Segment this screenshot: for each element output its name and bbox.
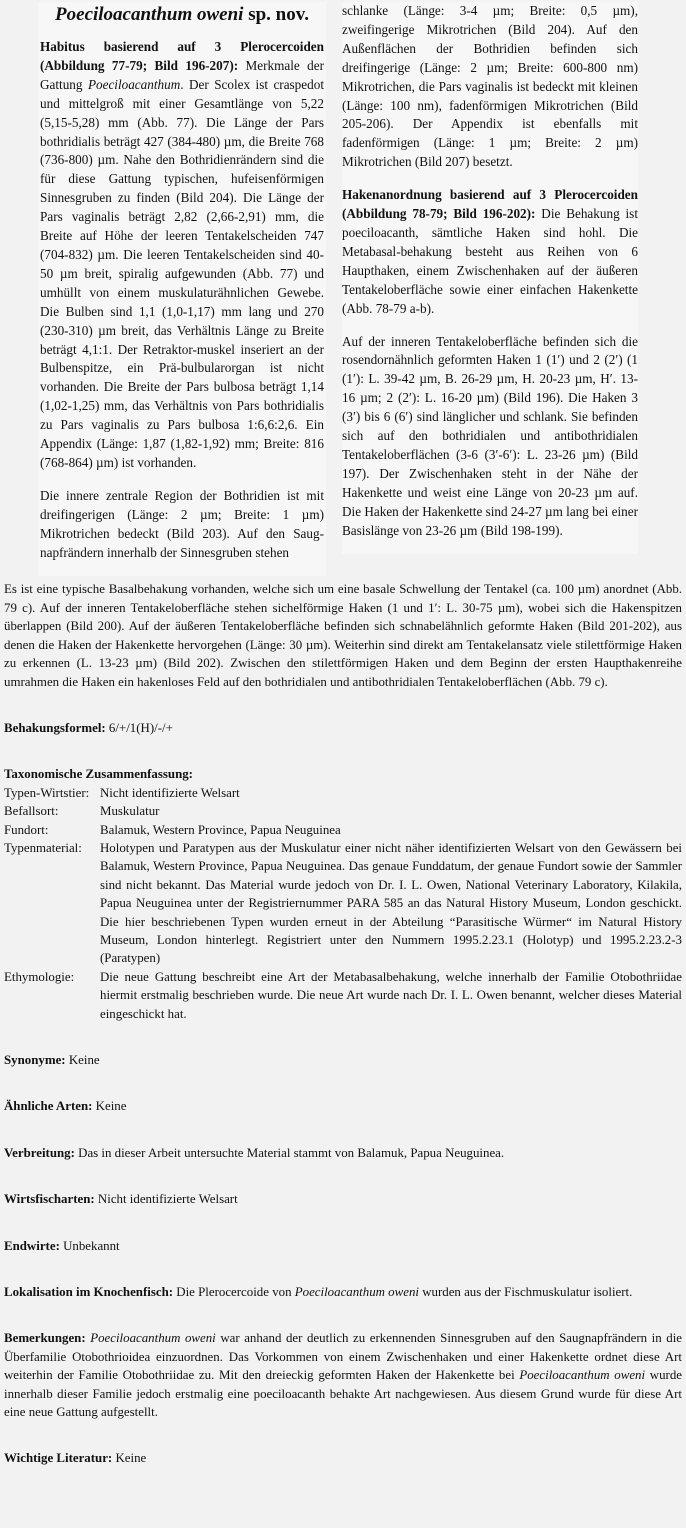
species-title xyxy=(40,2,324,28)
armature-formula xyxy=(4,719,682,737)
species-name: Poeciloacanthum oweni xyxy=(55,4,244,25)
label: Fundort: xyxy=(4,822,49,837)
remarks xyxy=(4,1329,682,1421)
basal-armature-paragraph: Es ist eine typische Basalbehakung vorhanden, welche sich um eine basale Schwellung der Tentakel (ca. 100 µm) anordnet (Abb. 79 c). Auf der inneren Tentakeloberfläche stehen sichelförmige Haken (1 und 1′: L. 30-75 µm), wobei sich die Hakenspitzen überlappen (Bild 200). Auf der äußeren Tentakeloberfläche befinden sich schnabelähnlich geformte Haken (Bild 201-202), aus denen die Haken der Hakenkette hervorgehen (Länge: 30 µm). Weiterhin sind direkt am Tentakelansatz viele stilettförmige Haken zu erkennen (L. 13-23 µm) (Bild 202). Zwischen den stilettförmigen Haken und dem Beginn der ersten Haupthakenreihe umrahmen die Haken ein hakenloses Feld auf den bothridialen und antibothridialen Tentakeloberflächen (Abb. 79 c). xyxy=(4,582,682,689)
species-name: Poeciloacanthum oweni xyxy=(519,1368,646,1383)
label: Synonyme: xyxy=(4,1053,66,1067)
value: Keine xyxy=(65,1053,100,1067)
label: Lokalisation im Knochenfisch: xyxy=(4,1285,174,1300)
habitus-paragraph xyxy=(40,38,324,473)
label: Typen-Wirtstier: xyxy=(4,785,90,800)
text: wurde innerhalb dieser Familie jedoch erstmalig eine poeciloacanth behakte Art nachgewiesen. Aus diesem Grund wurde für diese Art eine neue Gattung aufgestellt. xyxy=(4,1368,682,1420)
hook-arrangement-heading: Hakenanordnung basierend auf 3 Plerocercoiden (Abbildung 78-79; Bild 196-202): xyxy=(342,187,638,222)
species-name: Poeciloacanthum oweni xyxy=(294,1285,419,1300)
label: Ähnliche Arten: xyxy=(4,1099,93,1114)
literature xyxy=(4,1449,682,1467)
value: Muskulatur xyxy=(100,804,160,819)
label: Befallsort: xyxy=(4,804,59,819)
microtriches-paragraph: schlanke (Länge: 3-4 µm; Breite: 0,5 µm), zweifingerige Mikrotrichen (Bild 204). Auf den Außenflächen der Bothridien befinden sich dreifingerige (Länge: 2 µm; Breite: 600-800 nm) Mikrotrichen, die Pars vaginalis ist bedeckt mit kleinen (Länge: 100 nm), fadenförmigen Mikrotrichen (Bild 205-206). Der Appendix ist ebenfalls mit fadenförmigen (Länge: 1 µm; Breite: 2 µm) Mikrotrichen (Bild 207) besetzt. xyxy=(342,3,638,170)
label: Bemerkungen: xyxy=(4,1331,86,1346)
value: Unbekannt xyxy=(59,1238,120,1253)
label: Wirtsfischarten: xyxy=(4,1192,95,1207)
final-hosts xyxy=(4,1237,682,1255)
host-fish xyxy=(4,1190,682,1208)
taxonomy-heading: Taxonomische Zusammenfassung: xyxy=(4,767,193,782)
species-suffix: sp. nov. xyxy=(248,4,309,25)
text: wurden aus der Fischmuskulatur isoliert. xyxy=(418,1285,633,1300)
distribution xyxy=(4,1144,682,1162)
text: . Der Scolex ist craspedot und mittelgroß mit einer Gesamtlänge von 5,22 (5,15-5,28) mm (Abb. 77). Die Länge der Pars bothridialis beträgt 427 (384-480) µm, die Breite 768 (736-800) µm. Nahe den Bothridienrändern sind die für diese Gattung typischen, hufeisenförmigen Sinnesgruben zu finden (Bild 204). Die Länge der Pars vaginalis beträgt 2,82 (2,66-2,91) mm, die Breite auf Höhe der leeren Tentakelscheiden 747 (704-832) µm. Die leeren Tentakelscheiden sind 40-50 µm breit, spiralig aufgewunden (Abb. 77) und umhüllt von einem muskulaturähnlichen Gewebe. Die Bulben sind 1,1 (1,0-1,17) mm lang und 270 (230-310) µm breit, das Verhältnis Länge zu Breite beträgt 4,1:1. Der Retraktor-muskel inseriert an der Bulbenspitze, ein Prä-bulbularorgan ist nicht vorhanden. Die Breite der Pars bulbosa beträgt 1,14 (1,02-1,25) mm, das Verhältnis von Pars bothridialis zu Pars vaginalis zu Pars bulbosa 1:6,6:2,6. Ein Appendix (Länge: 1,87 (1,82-1,92) mm; Breite: 816 (768-864) µm) ist vorhanden. xyxy=(40,76,324,470)
right-column xyxy=(342,2,638,554)
label: Behakungsformel: xyxy=(4,720,106,735)
inner-surface-paragraph: Auf der inneren Tentakeloberfläche befinden sich die rosendornähnlich geformten Haken 1 (1′) und 2 (2′) (1 (1′): L. 39-42 µm, B. 26-29 µm, H. 20-23 µm, H′. 13-16 µm; 2 (2′): L. 16-20 µm) (Bild 196). Die Haken 3 (3′) bis 6 (6′) sind länglicher und schlank. Sie befinden sich auf den bothridialen und antibothridialen Tentakeloberflächen (3-6 (3′-6′): L. 23-26 µm) (Bild 197). Der Zwischenhaken steht in der Nähe der Hakenkette und weist eine Länge von 20-23 µm auf. Die Haken der Hakenkette sind 24-27 µm lang bei einer Basislänge von 23-26 µm (Bild 198-199). xyxy=(342,333,638,538)
value: Balamuk, Western Province, Papua Neuguinea xyxy=(100,822,341,837)
text: war anhand der deutlich zu erkennenden Sinnesgruben auf den Saugnapfrändern in die Überfamilie Otobothrioidea einzuordnen. Das Vorkommen von einem Zwischenhaken und einer Hakenkette ordnet diese Art weiterhin der Familie Otobothriidae zu. Mit den dreieckig geformten Haken der Hakenkette bei xyxy=(4,1331,682,1383)
left-column xyxy=(38,2,326,576)
value: Holotypen und Paratypen aus der Muskulatur einer nicht näher identifizierten Welsart von den Gewässern bei Balamuk, Western Province, Papua Neuguinea. Das genaue Funddatum, der genaue Fundort sowie der Sammler sind nicht bekannt. Das Material wurde jedoch von Dr. I. L. Owen, National Veterinary Laboratory, Kilakila, Papua Neuguinea unter der Registriernummer PARA 585 an das Natural History Museum, London geschickt. Die hier beschriebenen Typen wurden erneut in der Abteilung “Parasitische Würmer“ im Natural History Museum, London hinterlegt. Registriert unter den Nummern 1995.2.23.1 (Holotyp) und 1995.2.23.2-3 (Paratypen) xyxy=(100,840,682,966)
genus-name: Poeciloacanthum xyxy=(87,76,181,92)
value: Keine xyxy=(92,1099,127,1114)
two-column-section xyxy=(0,2,686,576)
value: Nicht identifizierte Welsart xyxy=(100,785,240,800)
hook-arrangement-paragraph xyxy=(342,186,638,318)
value: Die neue Gattung beschreibt eine Art der Metabasalbehakung, welche innerhalb der Familie Otobothriidae hiermit erstmalig beschrieben wurde. Die neue Art wurde nach Dr. I. L. Owen benannt, welcher dieses Material eingeschickt hat. xyxy=(100,969,682,1021)
label: Wichtige Literatur: xyxy=(4,1451,113,1466)
similar-species xyxy=(4,1097,682,1115)
label: Endwirte: xyxy=(4,1238,60,1253)
value: Das in dieser Arbeit untersuchte Material stammt von Balamuk, Papua Neuguinea. xyxy=(74,1145,505,1160)
value: Keine xyxy=(112,1451,147,1466)
species-name: Poeciloacanthum oweni xyxy=(90,1331,216,1346)
text: Merkmale der Gattung xyxy=(40,57,324,92)
bothridia-paragraph: Die innere zentrale Region der Bothridien ist mit dreifingerigen (Länge: 2 µm; Breite: 1 µm) Mikrotrichen bedeckt (Bild 203). Auf den Saug-napfrändern innerhalb der Sinnesgruben stehen xyxy=(40,487,324,560)
label: Typenmaterial: xyxy=(4,840,82,855)
value: Nicht identifizierte Welsart xyxy=(94,1192,238,1207)
text: Die Behakung ist poeciloacanth, sämtliche Haken sind hohl. Die Metabasal-behakung besteht aus Reihen von 6 Haupthaken, einem Zwischenhaken auf der äußeren Tentakeloberfläche sowie einer einfachen Hakenkette (Abb. 78-79 a-b). xyxy=(342,206,638,316)
label: Ethymologie: xyxy=(4,969,75,984)
value: 6/+/1(H)/-/+ xyxy=(105,720,173,735)
label: Verbreitung: xyxy=(4,1145,75,1160)
localisation xyxy=(4,1283,682,1301)
text: Die Plerocercoide von xyxy=(173,1285,295,1300)
habitus-heading: Habitus basierend auf 3 Plerocercoiden (Abbildung 77-79; Bild 196-207): xyxy=(40,39,324,73)
taxonomic-summary xyxy=(4,765,682,1023)
synonyms xyxy=(4,1051,682,1069)
